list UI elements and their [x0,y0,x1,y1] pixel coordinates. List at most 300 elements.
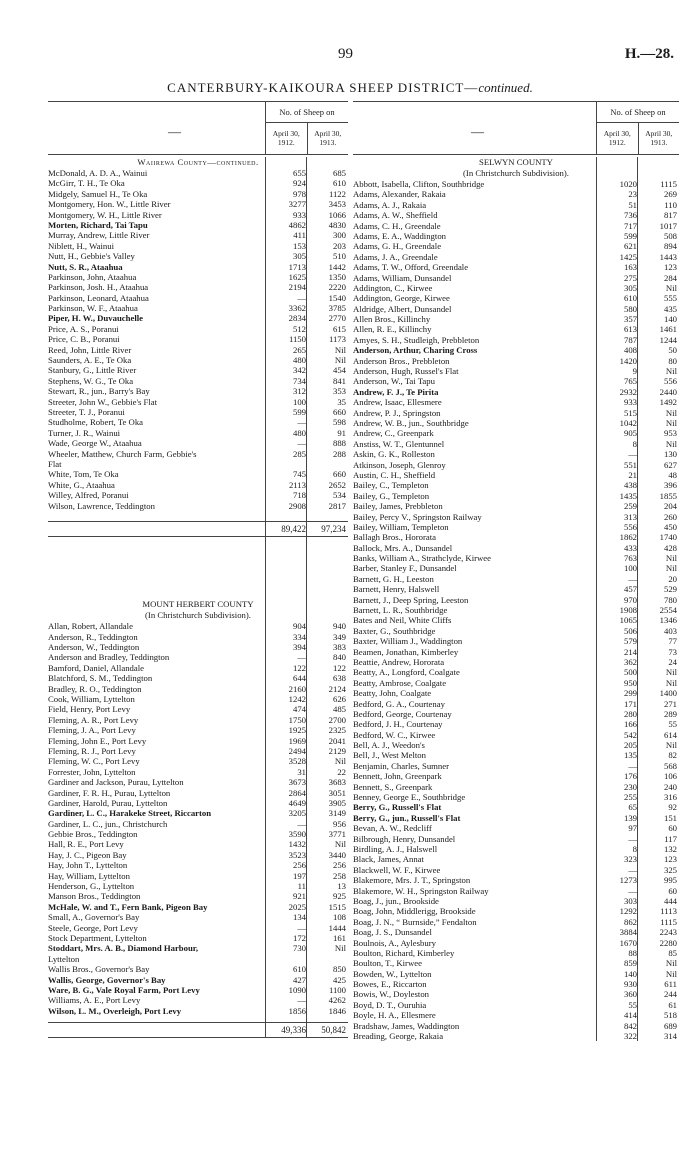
table-row [353,584,679,594]
owner-name: Adams, Alexander, Rakaia [353,189,446,200]
table-row [353,678,679,688]
left-column [48,101,348,1038]
sheep-1913: 2652 [328,479,346,490]
name-column-header: — [168,124,181,139]
owner-name: Boulton, T., Kirwee [353,958,422,969]
sheep-1913: 940 [332,621,346,632]
table-row [48,407,348,417]
table-row [48,850,348,860]
table-row [48,943,348,953]
sheep-1913: 55 [668,719,677,730]
owner-name: Boag, John, Middlerigg, Brookside [353,906,476,917]
owner-name: Stephens, W. G., Te Oka [48,375,134,386]
sheep-1913: 425 [332,974,346,985]
sheep-1912: 970 [623,594,637,605]
sheep-1913: 22 [337,766,346,777]
sheep-1913: 3771 [328,829,346,840]
owner-name: Ware, B. G., Vale Royal Farm, Port Levy [48,984,200,995]
owner-name: Blackwell, W. F., Kirwee [353,864,441,875]
table-row [353,439,679,449]
sheep-1912: 312 [292,386,306,397]
owner-name: Manson Bros., Teddington [48,891,141,902]
sheep-1913: 1740 [659,532,677,543]
sheep-1912: 166 [623,719,637,730]
table-row [48,480,348,490]
table-row [48,490,348,500]
sheep-1913: 1115 [660,179,677,189]
owner-name: Andrew, F. J., Te Pirita [353,386,439,397]
owner-name: Murray, Andrew, Little River [48,230,150,241]
sheep-1912: 3528 [288,756,306,767]
sheep-1913: 85 [668,947,677,958]
table-row [48,293,348,303]
owner-name: Bedford, G. A., Courtenay [353,698,445,709]
table-row [353,408,679,418]
table-row [353,512,679,522]
table-row [353,376,679,386]
sheep-1912: 1273 [619,875,637,886]
owner-name: Amyes, S. H., Studleigh, Prebbleton [353,334,480,345]
sheep-1912: 8 [632,438,637,449]
sheep-1912: 163 [623,262,637,273]
sheep-1912: 1670 [619,937,637,948]
owner-name: Breading, George, Rakaia [353,1031,444,1042]
table-row [353,460,679,470]
owner-name: Allan, Robert, Allandale [48,621,133,632]
table-row [353,1010,679,1020]
table-row [48,199,348,209]
total-1913: 50,842 [321,1025,346,1036]
sheep-1913: 24 [668,656,677,667]
owner-name: Saunders, A. E., Te Oka [48,355,132,366]
owner-name: Adams, A. W., Sheffield [353,210,438,221]
table-row [48,829,348,839]
sheep-1912: 734 [292,375,306,386]
owner-name: Ballagh Bros., Hororata [353,532,436,543]
sheep-1912: 551 [623,459,637,470]
table-row [48,365,348,375]
sheep-1913: 151 [663,812,677,823]
sheep-1913: 1540 [328,292,346,303]
table-row [353,283,679,293]
table-row [353,948,679,958]
sheep-1913: 349 [332,631,346,642]
table-row [353,324,679,334]
sheep-1912: — [297,922,306,933]
sheep-1912: 11 [297,881,306,892]
sheep-1913: 73 [668,646,677,657]
table-row [353,740,679,750]
sheep-1913: 925 [332,891,346,902]
table-row [353,366,679,376]
owner-name: Parkinson, Josh. H., Ataahua [48,282,149,293]
sheep-1913: 140 [663,314,677,325]
table-row [353,886,679,896]
sheep-1912: 842 [623,1020,637,1031]
sheep-1913 [308,459,348,469]
sheep-1913: 435 [663,303,677,314]
table-row [353,553,679,563]
sheep-1912: 51 [628,199,637,210]
sheep-1912: 3884 [619,927,637,938]
owner-name: Boulton, Richard, Kimberley [353,947,455,958]
table-row [48,902,348,912]
owner-name: Boyd, D. T., Ouruhia [353,999,427,1010]
owner-name: Anderson, W., Teddington [48,642,140,653]
owner-name: Bowden, W., Lyttelton [353,968,432,979]
table-row [353,200,679,210]
sheep-1913: 2220 [328,282,346,293]
owner-name: Boag, J. S., Dunsandel [353,927,432,938]
sheep-1912: 214 [623,646,637,657]
table-row [48,891,348,901]
table-row [353,491,679,501]
section-title: MOUNT HERBERT COUNTY [142,599,254,610]
owner-name: Bell, J., West Melton [353,750,426,761]
owner-name: Barnett, G. H., Leeston [353,573,434,584]
sheep-1913: 92 [668,802,677,813]
sheep-1912: 862 [623,916,637,927]
owner-name: Gardiner, L. C., jun., Christchurch [48,818,168,829]
owner-name: Bailey, G., Templeton [353,490,430,501]
sheep-1913: Nil [665,282,677,293]
owner-name: Wilson, Lawrence, Teddington [48,500,155,511]
sheep-1912: 4862 [288,219,306,230]
sheep-1912: 255 [623,792,637,803]
sheep-1912: 1862 [619,532,637,543]
sheep-1913: 244 [663,989,677,1000]
table-row [353,979,679,989]
owner-name: Gardiner, L. C., Harakeke Street, Riccarton [48,808,212,819]
table-row [48,313,348,323]
table-row [353,802,679,812]
sheep-1912: 9 [632,366,637,377]
table-row [353,1031,679,1041]
table-row [48,923,348,933]
sheep-1912: 556 [623,521,637,532]
right-column [353,101,679,1041]
sheep-1912: 613 [623,324,637,335]
owner-name: Wilson, L. M., Overleigh, Port Levy [48,1005,182,1016]
owner-name: Hall, R. E., Port Levy [48,839,124,850]
owner-name: Montgomery, W. H., Little River [48,209,162,220]
owner-name: Bedford, J. H., Courtenay [353,719,443,730]
sheep-1912: 197 [292,870,306,881]
owner-name: Cook, William, Lyttelton [48,694,135,705]
sheep-header-label: No. of Sheep on [266,102,348,123]
sheep-1912: 579 [623,636,637,647]
owner-name: McHale, W. and T., Fern Bank, Pigeon Bay [48,901,208,912]
table-row [353,189,679,199]
sheep-1912: — [297,292,306,303]
sheep-1912: 1856 [288,1005,306,1016]
sheep-1912: 100 [623,563,637,574]
owner-name: Askin, G. K., Rolleston [353,449,435,460]
owner-name: Studholme, Robert, Te Oka [48,417,144,428]
table-row [48,975,348,985]
owner-name: Anderson, Hugh, Russel's Flat [353,366,459,377]
table-row [353,1000,679,1010]
sheep-1913: 13 [337,881,346,892]
sheep-1913: Nil [665,438,677,449]
sheep-1913: 685 [332,168,346,178]
sheep-1912: 506 [623,625,637,636]
owner-name: Banks, William A., Strathclyde, Kirwee [353,553,491,564]
sheep-1912: 134 [292,912,306,923]
owner-name: Anderson and Bradley, Teddington [48,652,170,663]
sheep-1912: 394 [292,642,306,653]
table-row [48,397,348,407]
sheep-1912: 2864 [288,787,306,798]
sheep-1912: 275 [623,272,637,283]
sheep-1912: 172 [292,933,306,943]
table-row [353,688,679,698]
owner-name: Gardiner and Jackson, Purau, Lyttelton [48,777,184,788]
owner-name: Birdling, A. J., Halswell [353,844,438,854]
sheep-1912: 1150 [288,334,306,345]
sheep-1913: 611 [664,979,677,990]
sheep-1912: 334 [292,631,306,642]
owner-name: Williams, A. E., Port Levy [48,995,141,1006]
sheep-1912: 736 [623,210,637,221]
sheep-1913: 122 [332,662,346,673]
table-row [353,657,679,667]
sheep-1912: 8 [632,844,637,854]
sheep-1913: 353 [332,386,346,397]
sheep-1912: 717 [623,220,637,231]
table-row [48,746,348,756]
sheep-1912: 427 [292,974,306,985]
sheep-1912: 122 [292,662,306,673]
table-row [48,469,348,479]
table-row [353,750,679,760]
sheep-1913: 626 [332,694,346,705]
sheep-1913: 269 [663,189,677,200]
owner-name: Hay, John T., Lyttelton [48,860,128,871]
sheep-1913: 1461 [659,324,677,335]
sheep-1912: 1969 [288,735,306,746]
sheep-1912: 718 [292,490,306,501]
table-row [48,438,348,448]
sheep-1912: 31 [297,766,306,777]
owner-name: Streeter, John W., Gebbie's Flat [48,396,158,407]
sheep-1912: 88 [628,947,637,958]
table-row [48,334,348,344]
sheep-1912: 763 [623,553,637,564]
sheep-1912: 97 [628,823,637,834]
sheep-1913: 256 [332,860,346,871]
sheep-1912: 765 [623,376,637,387]
owner-name: Small, A., Governor's Bay [48,912,140,923]
sheep-1913: 1066 [328,209,346,220]
owner-name: Nutt, H., Gebbie's Valley [48,251,135,262]
sheep-1913: 403 [663,625,677,636]
sheep-1913: 203 [332,240,346,251]
sheep-1912: 2494 [288,745,306,756]
sheep-1913: 615 [332,323,346,334]
sheep-1912: 4649 [288,797,306,808]
owner-name: Beamen, Jonathan, Kimberley [353,646,459,657]
owner-name: Bedford, W. C., Kirwee [353,729,436,740]
sheep-1912: — [628,885,637,896]
owner-name: Austin, C. H., Sheffield [353,469,436,480]
sheep-1913: 316 [663,792,677,803]
sheep-1913: Nil [665,740,677,751]
sheep-1913: 956 [332,818,346,829]
sheep-1912: 933 [623,397,637,408]
sheep-1913: 396 [663,480,677,491]
owner-name: Gardiner, Harold, Purau, Lyttelton [48,797,168,808]
table-row [353,730,679,740]
owner-name: Piper, H. W., Duvauchelle [48,313,144,324]
sheep-1912: 480 [292,427,306,438]
owner-name: Barber, Stanley F., Dunsandel [353,563,457,574]
table-row [353,719,679,729]
table-row [353,906,679,916]
sheep-1912: — [297,438,306,449]
sheep-1913: 82 [668,750,677,761]
owner-name: Flat [48,458,62,469]
sheep-1912: 480 [292,355,306,366]
sheep-1913: 638 [332,673,346,684]
sheep-1913: 995 [663,875,677,886]
table-row [48,881,348,891]
sheep-1913: 204 [663,501,677,512]
owner-name: Aldridge, Albert, Dunsandel [353,303,452,314]
sheep-1913: 2700 [328,714,346,725]
owner-name: Adams, G. H., Greendale [353,241,442,252]
sheep-1913: 568 [663,760,677,771]
owner-name: Addington, C., Kirwee [353,282,433,293]
sheep-1912: 139 [623,812,637,823]
total-1912: 49,336 [281,1025,306,1036]
sheep-1913: 260 [663,511,677,522]
owner-name: Andrew, C., Greenpark [353,428,434,439]
sheep-1913: Nil [665,958,677,969]
table-row [48,756,348,766]
owner-name: Adams, E. A., Waddington [353,230,447,241]
table-row [353,896,679,906]
date-1913-header: April 30, 1913. [638,123,680,155]
sheep-1913: 91 [337,427,346,438]
table-row [48,251,348,261]
sheep-1912: 285 [292,448,306,459]
sheep-1913: 3149 [328,808,346,819]
table-row [48,501,348,511]
table-row [48,964,348,974]
sheep-1912: 360 [623,989,637,1000]
table-row [353,501,679,511]
table-row [353,761,679,771]
owner-name: Boyle, H. A., Ellesmere [353,1010,436,1021]
sheep-1913: 1100 [328,984,346,995]
table-row [353,314,679,324]
sheep-1913: 1444 [328,922,346,933]
table-row [353,563,679,573]
sheep-1912: 745 [292,469,306,480]
table-row [353,938,679,948]
sheep-1913: 2770 [328,313,346,324]
sheep-1912: 3362 [288,303,306,314]
table-row [48,871,348,881]
sheep-1913: 627 [663,459,677,470]
table-row [48,933,348,943]
sheep-1913: 106 [663,771,677,782]
sheep-1912: 1042 [619,417,637,428]
sheep-1913: 510 [332,251,346,262]
owner-name: Baxter, G., Southbridge [353,625,436,636]
sheep-1912: 1020 [619,179,637,189]
owner-name: Bates and Neil, White Cliffs [353,615,452,626]
sheep-1913: 529 [663,584,677,595]
owner-name: Bailey, William, Templeton [353,521,449,532]
sheep-1913: 2554 [659,605,677,616]
sheep-1913: 1515 [328,901,346,912]
sheep-1912: 303 [623,895,637,906]
table-row [353,304,679,314]
owner-name: Gardiner, F. R. H., Purau, Lyttelton [48,787,171,798]
sheep-1913: 48 [668,469,677,480]
table-row [48,417,348,427]
table-row [48,860,348,870]
owner-name: Bevan, A. W., Redcliff [353,823,432,834]
table-row [353,1021,679,1031]
table-row [48,798,348,808]
sheep-1913: 1244 [659,334,677,345]
owner-name: Beatty, Ambrose, Coalgate [353,677,447,688]
table-row [48,715,348,725]
sheep-1912: 950 [623,677,637,688]
table-row [48,449,348,459]
owner-name: Montgomery, Hon. W., Little River [48,199,171,210]
sheep-1913: 555 [663,293,677,304]
owner-name: Bailey, James, Prebbleton [353,501,443,512]
sheep-1912: — [628,573,637,584]
sheep-1912: 323 [623,854,637,865]
sheep-1913: 77 [668,636,677,647]
sheep-1912: — [628,760,637,771]
sheep-1912: 259 [623,501,637,512]
sheep-1913: 1017 [659,220,677,231]
sheep-1912: 515 [623,407,637,418]
owner-name: Stewart, R., jun., Barry's Bay [48,386,150,397]
table-row [353,615,679,625]
owner-name: Anderson, R., Teddington [48,631,138,642]
sheep-1913: 240 [663,781,677,792]
sheep-1913: 850 [332,964,346,975]
sheep-1913: 660 [332,406,346,417]
sheep-1912: 433 [623,542,637,553]
owner-name: Bell, A. J., Weedon's [353,740,425,751]
sheep-1913: Nil [665,667,677,678]
sheep-1913: 1122 [328,188,346,199]
sheep-1912: 978 [292,188,306,199]
table-row [353,823,679,833]
sheep-1912: 3673 [288,777,306,788]
table-row [353,574,679,584]
sheep-1913: 383 [332,642,346,653]
owner-name: Benjamin, Charles, Sumner [353,760,450,771]
owner-name: Wade, George W., Ataahua [48,438,142,449]
owner-name: Fleming, R. J., Port Levy [48,745,136,756]
owner-name: Adams, T. W., Offord, Greendale [353,262,469,273]
table-row [353,605,679,615]
owner-name: Allen, R. E., Killinchy [353,324,432,335]
table-row [48,376,348,386]
table-row [353,273,679,283]
owner-name: Bradshaw, James, Waddington [353,1020,460,1031]
sheep-1913: 780 [663,594,677,605]
